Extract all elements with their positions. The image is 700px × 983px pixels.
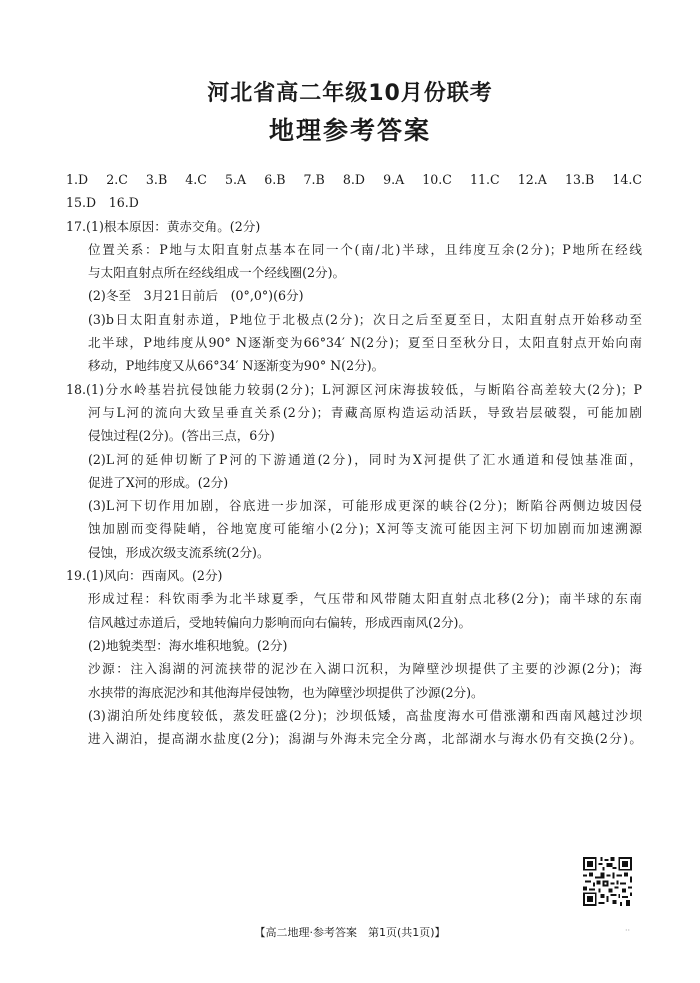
page-footer: 【高二地理·参考答案 第1页(共1页)】 [254, 926, 446, 939]
answer-line: 15.D 16.D [66, 195, 139, 211]
document-title: 河北省高二年级10月份联考 [207, 81, 493, 106]
answer-line: 形成过程：科钦雨季为北半球夏季，气压带和风带随太阳直射点北移(2分)；南半球的东南 [88, 591, 642, 607]
answer-line: 北半球，P地纬度从90° N逐渐变为66°34′ N(2分)；夏至日至秋分日，太阳直射点开始向南 [88, 335, 642, 351]
answer-line: (3)湖泊所处纬度较低，蒸发旺盛(2分)；沙坝低矮，高盐度海水可借涨潮和西南风越过沙坝 [88, 707, 642, 723]
answer-line: 信风越过赤道后，受地转偏向力影响而向右偏转，形成西南风(2分)。 [88, 614, 472, 630]
answer-line: 进入湖泊，提高湖水盐度(2分)；潟湖与外海未完全分离，北部湖水与海水仍有交换(2分)。 [88, 731, 642, 747]
answer-line: (2)地貌类型：海水堆积地貌。(2分) [88, 637, 288, 653]
answer-line: (2)冬至 3月21日前后 (0°,0°)(6分) [88, 288, 304, 304]
answer-line: 1.D 2.C 3.B 4.C 5.A 6.B 7.B 8.D 9.A 10.C 11.C 12.A 13.B 14.C [66, 172, 642, 187]
answer-line: 17.(1)根本原因：黄赤交角。(2分) [66, 218, 261, 234]
answer-line: 水挟带的海底泥沙和其他海岸侵蚀物，也为障壁沙坝提供了沙源(2分)。 [88, 684, 484, 700]
answer-line: 19.(1)风向：西南风。(2分) [66, 568, 223, 584]
answer-line: 与太阳直射点所在经线组成一个经线圈(2分)。 [88, 265, 346, 281]
answer-line: 促进了X河的形成。(2分) [88, 474, 229, 490]
answer-line: (3)b日太阳直射赤道，P地位于北极点(2分)；次日之后至夏至日，太阳直射点开始移动至 [88, 311, 642, 327]
answer-line: 侵蚀，形成次级支流系统(2分)。 [88, 544, 270, 560]
page-mark: ·· [625, 926, 631, 935]
answer-line: 侵蚀过程(2分)。(答出三点，6分) [88, 428, 275, 444]
answer-line: 蚀加剧而变得陡峭，谷地宽度可能缩小(2分)；X河等支流可能因主河下切加剧而加速溯源 [88, 521, 642, 537]
answer-line: 位置关系：P地与太阳直射点基本在同一个(南/北)半球，且纬度互余(2分)；P地所在经线 [88, 241, 642, 257]
answer-line: (2)L河的延伸切断了P河的下游通道(2分)，同时为X河提供了汇水通道和侵蚀基准面， [88, 451, 642, 467]
answer-line: 移动，P地纬度又从66°34′ N逐渐变为90° N(2分)。 [88, 358, 385, 374]
qr-code-icon [583, 857, 632, 906]
answer-line: 河与L河的流向大致呈垂直关系(2分)；青藏高原构造运动活跃，导致岩层破裂，可能加剧 [88, 404, 642, 420]
answer-body [66, 168, 642, 750]
answer-line: 沙源：注入潟湖的河流挟带的泥沙在入湖口沉积，为障壁沙坝提供了主要的沙源(2分)；海 [88, 661, 642, 677]
document-subtitle: 地理参考答案 [268, 116, 431, 145]
answer-line: 18.(1)分水岭基岩抗侵蚀能力较弱(2分)；L河源区河床海拔较低，与断陷谷高差较大(2分)；P [66, 381, 642, 397]
answer-line: (3)L河下切作用加剧，谷底进一步加深，可能形成更深的峡谷(2分)；断陷谷两侧边坡因侵 [88, 498, 642, 514]
